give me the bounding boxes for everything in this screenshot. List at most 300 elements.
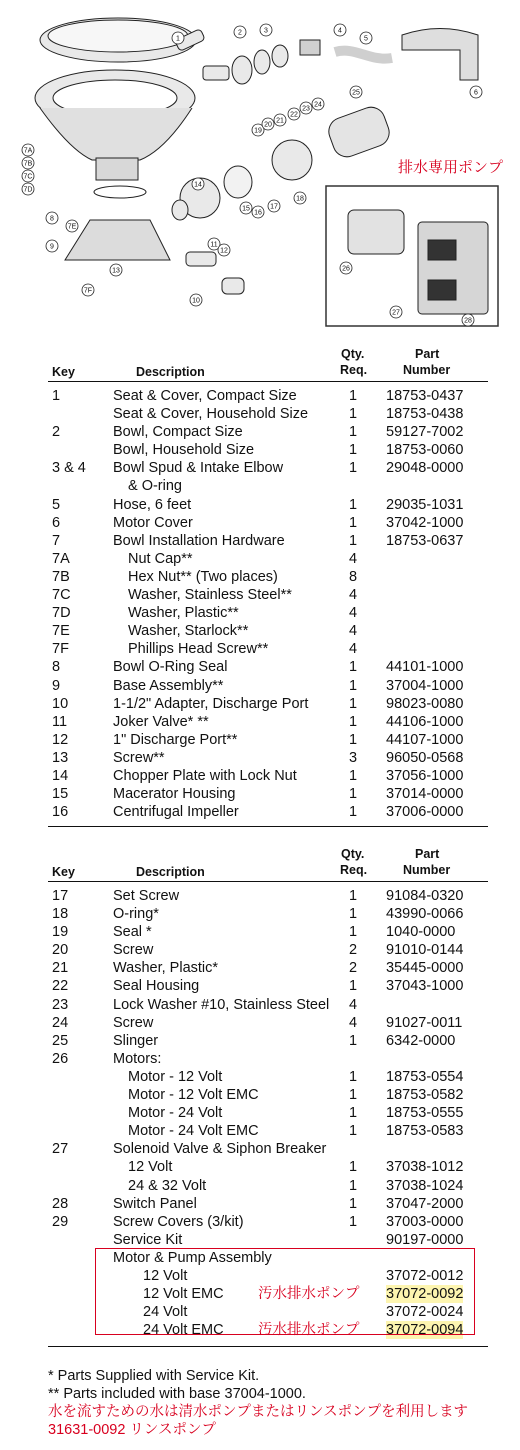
row-part-number: 6342-0000: [386, 1032, 456, 1049]
row-qty: 2: [348, 942, 358, 959]
table-row: [48, 1032, 488, 1050]
row-key: 11: [52, 713, 68, 730]
callout-8: [46, 212, 58, 224]
row-key: 19: [52, 924, 69, 941]
callout-7c: [22, 170, 34, 182]
row-qty: 1: [348, 713, 358, 730]
header-part: Part: [415, 347, 440, 361]
row-description: Slinger: [113, 1032, 159, 1049]
row-key: 7E: [52, 623, 70, 640]
svg-text:10: 10: [192, 297, 200, 305]
table-row: [48, 1104, 488, 1122]
row-qty: 1: [348, 1087, 358, 1104]
row-key: 6: [52, 514, 61, 531]
row-key: 2: [52, 424, 61, 441]
svg-text:3: 3: [264, 27, 268, 35]
table-row: [48, 1195, 488, 1213]
row-description: Set Screw: [113, 888, 180, 904]
svg-text:20: 20: [264, 121, 272, 129]
table-row: [48, 459, 488, 477]
row-qty: 1: [348, 1195, 358, 1212]
callout-24: [312, 98, 324, 110]
row-part-number: 29035-1031: [386, 496, 464, 513]
row-description: 1" Discharge Port**: [113, 731, 238, 748]
table-row: [48, 713, 488, 731]
footnote-jp-rinse-pump: 31631-0092 リンスポンプ: [48, 1422, 216, 1438]
table-row: [48, 658, 488, 676]
row-qty: 4: [348, 623, 358, 640]
row-qty: 1: [348, 1213, 358, 1230]
table-rows: [48, 383, 488, 821]
table-row: [48, 941, 488, 959]
header-number: Number: [403, 863, 451, 877]
svg-text:7A: 7A: [23, 147, 33, 155]
row-part-number: 37043-1000: [386, 978, 464, 995]
row-description: Service Kit: [113, 1231, 183, 1248]
row-qty: 1: [348, 978, 358, 995]
row-description: 12 Volt: [128, 1159, 173, 1176]
svg-text:25: 25: [352, 89, 360, 97]
seal-ring-2: [254, 50, 270, 74]
row-part-number: 18753-0583: [386, 1123, 464, 1140]
seal-ring-3: [272, 45, 288, 67]
row-part-number: 35445-0000: [386, 960, 464, 977]
table-row: [48, 622, 488, 640]
parts-table-1: [48, 343, 488, 821]
row-description: Washer, Plastic*: [113, 960, 219, 977]
row-description: 1-1/2" Adapter, Discharge Port: [113, 695, 309, 712]
row-part-number: 44106-1000: [386, 713, 464, 730]
callout-28: [462, 314, 474, 326]
row-key: 7F: [52, 641, 69, 658]
table-row: [48, 586, 488, 604]
callout-17: [268, 200, 280, 212]
row-description: Screw: [113, 942, 154, 959]
row-description: Seat & Cover, Compact Size: [113, 388, 297, 404]
svg-text:9: 9: [50, 243, 54, 251]
row-qty: 1: [348, 1177, 358, 1194]
row-key: 18: [52, 906, 69, 923]
table-row: [48, 441, 488, 459]
row-description: 24 Volt: [143, 1304, 188, 1321]
header-part: Part: [415, 847, 440, 861]
row-part-number: 43990-0066: [386, 906, 464, 923]
row-description: Motor - 24 Volt EMC: [128, 1123, 259, 1140]
callout-2: [234, 26, 246, 38]
row-key: 24: [52, 1014, 69, 1031]
row-qty: 1: [348, 1032, 358, 1049]
row-description: 12 Volt EMC: [143, 1286, 224, 1303]
row-qty: 1: [348, 514, 358, 531]
switch-button-1: [428, 240, 456, 260]
svg-text:11: 11: [210, 241, 218, 249]
callout-25: [350, 86, 362, 98]
row-key: 27: [52, 1141, 69, 1158]
footnote-jp-rinse: 水を流すための水は清水ポンプまたはリンスポンプを利用します: [48, 1404, 469, 1420]
callout-18: [294, 192, 306, 204]
table-row: [48, 604, 488, 622]
row-part-number: 37003-0000: [386, 1213, 464, 1230]
table-row: [48, 550, 488, 568]
table-row: [48, 496, 488, 514]
row-key: 29: [52, 1213, 69, 1230]
row-part-number: 37014-0000: [386, 786, 464, 803]
row-description: Solenoid Valve & Siphon Breaker: [113, 1141, 327, 1158]
callout-26: [340, 262, 352, 274]
table-row: [48, 1086, 488, 1104]
row-qty: 1: [348, 532, 358, 549]
row-description: Joker Valve* **: [113, 713, 209, 730]
row-description: 12 Volt: [143, 1267, 188, 1284]
row-part-number: 37072-0012: [386, 1267, 464, 1284]
row-key: 1: [52, 388, 61, 404]
callout-14: [192, 178, 204, 190]
row-description: Motor - 12 Volt EMC: [128, 1087, 259, 1104]
row-qty: 4: [348, 996, 358, 1013]
table-row: [48, 767, 488, 785]
row-description: O-ring*: [113, 906, 159, 923]
table-row: [48, 996, 488, 1014]
row-key: 25: [52, 1032, 69, 1049]
seat-cover-top: [48, 20, 188, 52]
table-row: [48, 977, 488, 995]
row-key: 14: [52, 767, 69, 784]
row-part-number: 18753-0555: [386, 1105, 464, 1122]
row-part-number: 37038-1012: [386, 1159, 464, 1176]
header-key: Key: [52, 865, 75, 879]
table-row: [48, 1140, 488, 1158]
row-qty: 1: [348, 659, 358, 676]
discharge-port-drawing: [186, 252, 216, 266]
row-qty: 4: [348, 641, 358, 658]
table-row: [48, 1177, 488, 1195]
table-row: [48, 1213, 488, 1231]
row-key: 23: [52, 996, 69, 1013]
row-qty: 4: [348, 587, 358, 604]
table-row: [48, 1050, 488, 1068]
row-part-number: 37072-0092: [386, 1286, 464, 1303]
callout-7e: [66, 220, 78, 232]
row-part-number: 18753-0582: [386, 1087, 464, 1104]
row-description: Seat & Cover, Household Size: [113, 406, 309, 423]
row-qty: 1: [348, 1105, 358, 1122]
row-qty: 1: [348, 924, 358, 941]
table-row: [48, 923, 488, 941]
table-row: [48, 387, 488, 405]
row-part-number: 37056-1000: [386, 767, 464, 784]
svg-text:7B: 7B: [23, 160, 33, 168]
svg-text:7E: 7E: [67, 223, 77, 231]
row-jp-note: 汚水排水ポンプ: [258, 1322, 360, 1339]
callout-7d: [22, 183, 34, 195]
row-key: 10: [52, 695, 69, 712]
row-qty: 1: [348, 906, 358, 923]
row-description: Washer, Starlock**: [128, 623, 249, 640]
row-qty: 1: [348, 424, 358, 441]
header-qty: Qty.: [341, 347, 365, 361]
chopper-plate-drawing: [172, 200, 188, 220]
row-key: 28: [52, 1195, 69, 1212]
svg-text:4: 4: [338, 27, 342, 35]
row-qty: 1: [348, 786, 358, 803]
row-description: Macerator Housing: [113, 786, 236, 803]
footnote-service-kit: * Parts Supplied with Service Kit.: [48, 1368, 260, 1384]
footnotes: [48, 1367, 468, 1439]
row-qty: 4: [348, 605, 358, 622]
table-row: [48, 514, 488, 532]
callout-15: [240, 202, 252, 214]
adapter-drawing: [222, 278, 244, 294]
intake-elbow: [300, 40, 320, 55]
row-description: 24 Volt EMC: [143, 1322, 224, 1339]
svg-text:26: 26: [342, 265, 350, 273]
row-description: Bowl, Compact Size: [113, 424, 243, 441]
svg-text:2: 2: [238, 29, 242, 37]
row-qty: 1: [348, 731, 358, 748]
row-part-number: 37042-1000: [386, 514, 464, 531]
callout-4: [334, 24, 346, 36]
row-part-number: 37072-0094: [386, 1322, 464, 1339]
row-description: & O-ring: [128, 478, 182, 495]
callout-6: [470, 86, 482, 98]
table-row: [48, 731, 488, 749]
svg-text:7D: 7D: [23, 186, 33, 194]
row-description: Screw Covers (3/kit): [113, 1213, 244, 1230]
callout-12: [218, 244, 230, 256]
row-part-number: 18753-0438: [386, 406, 464, 423]
motor-cover-drawing: [402, 29, 478, 81]
header-rule: [48, 381, 488, 382]
header-number: Number: [403, 363, 451, 377]
row-part-number: 37047-2000: [386, 1195, 464, 1212]
header-rule: [48, 881, 488, 882]
row-key: 7A: [52, 550, 70, 567]
svg-text:16: 16: [254, 209, 262, 217]
row-key: 16: [52, 804, 69, 821]
row-description: Switch Panel: [113, 1195, 197, 1212]
seal-rings-drawing: [232, 56, 252, 84]
row-part-number: 90197-0000: [386, 1231, 464, 1248]
base-assembly-drawing: [65, 220, 170, 260]
solenoid-valve-drawing: [348, 210, 404, 254]
row-description: Motor & Pump Assembly: [113, 1249, 272, 1266]
callout-5: [360, 32, 372, 44]
callout-21: [274, 114, 286, 126]
header-req: Req.: [340, 863, 368, 877]
footnote-base: ** Parts included with base 37004-1000.: [48, 1386, 306, 1402]
row-description: Lock Washer #10, Stainless Steel: [113, 996, 330, 1013]
svg-text:22: 22: [290, 111, 298, 119]
row-description: Bowl Installation Hardware: [113, 532, 285, 549]
row-part-number: 37072-0024: [386, 1304, 464, 1321]
row-part-number: 29048-0000: [386, 460, 464, 477]
row-description: Bowl, Household Size: [113, 442, 255, 459]
row-key: 13: [52, 749, 69, 766]
row-part-number: 91010-0144: [386, 942, 464, 959]
row-qty: 1: [348, 677, 358, 694]
row-description: Washer, Stainless Steel**: [128, 587, 292, 604]
svg-text:17: 17: [270, 203, 278, 211]
row-qty: 1: [348, 1159, 358, 1176]
row-part-number: 44101-1000: [386, 659, 464, 676]
row-qty: 4: [348, 1014, 358, 1031]
row-part-number: 37004-1000: [386, 677, 464, 694]
drain-pump-label: 排水専用ポンプ: [398, 159, 504, 176]
row-key: 17: [52, 888, 69, 904]
row-key: 22: [52, 978, 69, 995]
table-row: [48, 532, 488, 550]
hose-drawing: [335, 51, 392, 59]
table-row: [48, 695, 488, 713]
row-qty: 1: [348, 388, 358, 404]
row-description: Screw: [113, 1014, 154, 1031]
row-qty: 1: [348, 460, 358, 477]
row-description: Hose, 6 feet: [113, 496, 192, 513]
row-qty: 1: [348, 695, 358, 712]
row-part-number: 59127-7002: [386, 424, 464, 441]
row-description: Bowl Spud & Intake Elbow: [113, 460, 284, 477]
row-key: 12: [52, 731, 69, 748]
callout-13: [110, 264, 122, 276]
row-part-number: 18753-0060: [386, 442, 464, 459]
svg-text:27: 27: [392, 309, 400, 317]
row-part-number: 91027-0011: [386, 1014, 463, 1031]
callout-9: [46, 240, 58, 252]
row-description: Motor - 12 Volt: [128, 1068, 223, 1085]
svg-text:6: 6: [474, 89, 478, 97]
row-part-number: 98023-0080: [386, 695, 464, 712]
row-part-number: 91084-0320: [386, 888, 464, 904]
row-part-number: 37006-0000: [386, 804, 464, 821]
table-row: [48, 887, 488, 905]
row-qty: 1: [348, 442, 358, 459]
row-key: 15: [52, 786, 69, 803]
callout-27: [390, 306, 402, 318]
row-qty: 8: [348, 568, 358, 585]
svg-text:7C: 7C: [23, 173, 33, 181]
row-key: 21: [52, 960, 69, 977]
table-row: [48, 477, 488, 495]
header-req: Req.: [340, 363, 368, 377]
table-header: [48, 343, 488, 383]
table-row: [48, 785, 488, 803]
callout-22: [288, 108, 300, 120]
row-part-number: 18753-0637: [386, 532, 464, 549]
callout-7a: [22, 144, 34, 156]
bowl-body: [40, 108, 192, 160]
row-key: 7: [52, 532, 61, 549]
row-description: Motor - 24 Volt: [128, 1105, 223, 1122]
svg-text:23: 23: [302, 105, 310, 113]
row-qty: 1: [348, 406, 358, 423]
table-row: [48, 749, 488, 767]
bowl-spud: [203, 66, 229, 80]
table-row: [48, 1158, 488, 1176]
svg-text:24: 24: [314, 101, 322, 109]
header-key: Key: [52, 365, 75, 379]
row-description: Motor Cover: [113, 514, 193, 531]
row-key: 20: [52, 942, 69, 959]
bottom-rule: [48, 826, 488, 827]
svg-text:7F: 7F: [83, 287, 93, 295]
row-part-number: 44107-1000: [386, 731, 464, 748]
callout-10: [190, 294, 202, 306]
row-qty: 2: [348, 960, 358, 977]
row-qty: 1: [348, 1123, 358, 1140]
table-row: [48, 677, 488, 695]
switch-button-2: [428, 280, 456, 300]
row-key: 7C: [52, 587, 71, 604]
table-row: [48, 1068, 488, 1086]
table-row: [48, 959, 488, 977]
svg-text:28: 28: [464, 317, 472, 325]
row-description: 24 & 32 Volt: [128, 1177, 207, 1194]
row-key: 9: [52, 677, 61, 694]
svg-text:1: 1: [176, 35, 180, 43]
row-qty: 1: [348, 1068, 358, 1085]
row-part-number: 96050-0568: [386, 749, 464, 766]
svg-text:5: 5: [364, 35, 368, 43]
callout-23: [300, 102, 312, 114]
callout-3: [260, 24, 272, 36]
callout-7b: [22, 157, 34, 169]
bottom-rule: [48, 1346, 488, 1347]
table-row: [48, 1014, 488, 1032]
table-row: [48, 905, 488, 923]
header-description: Description: [136, 365, 205, 379]
row-part-number: 1040-0000: [386, 924, 456, 941]
row-qty: 1: [348, 804, 358, 821]
table-header: [48, 843, 488, 883]
table-row: [48, 568, 488, 586]
row-description: Chopper Plate with Lock Nut: [113, 767, 297, 784]
row-part-number: 37038-1024: [386, 1177, 464, 1194]
row-description: Washer, Plastic**: [128, 605, 239, 622]
motor-drawing: [325, 103, 393, 160]
svg-text:8: 8: [50, 215, 54, 223]
row-description: Phillips Head Screw**: [128, 641, 269, 658]
header-description: Description: [136, 865, 205, 879]
row-description: Base Assembly**: [113, 677, 224, 694]
row-key: 7B: [52, 568, 70, 585]
row-key: 3 & 4: [52, 460, 86, 477]
row-key: 8: [52, 659, 61, 676]
svg-text:13: 13: [112, 267, 120, 275]
table-row: [48, 1231, 488, 1249]
row-description: Nut Cap**: [128, 550, 193, 567]
table-row: [48, 405, 488, 423]
table-row: [48, 1122, 488, 1140]
callout-7f: [82, 284, 94, 296]
bowl-foot: [96, 158, 138, 180]
svg-text:21: 21: [276, 117, 284, 125]
svg-text:19: 19: [254, 127, 262, 135]
row-part-number: 18753-0437: [386, 388, 464, 404]
row-key: 5: [52, 496, 61, 513]
row-jp-note: 汚水排水ポンプ: [258, 1286, 360, 1303]
svg-text:15: 15: [242, 205, 250, 213]
row-key: 26: [52, 1050, 69, 1067]
table-row: [48, 640, 488, 658]
row-description: Motors:: [113, 1050, 162, 1067]
header-qty: Qty.: [341, 847, 365, 861]
table-row: [48, 423, 488, 441]
callout-1: [172, 32, 184, 44]
bowl-o-ring-drawing: [94, 186, 146, 198]
row-qty: 1: [348, 496, 358, 513]
row-description: Screw**: [113, 749, 165, 766]
svg-text:18: 18: [296, 195, 304, 203]
